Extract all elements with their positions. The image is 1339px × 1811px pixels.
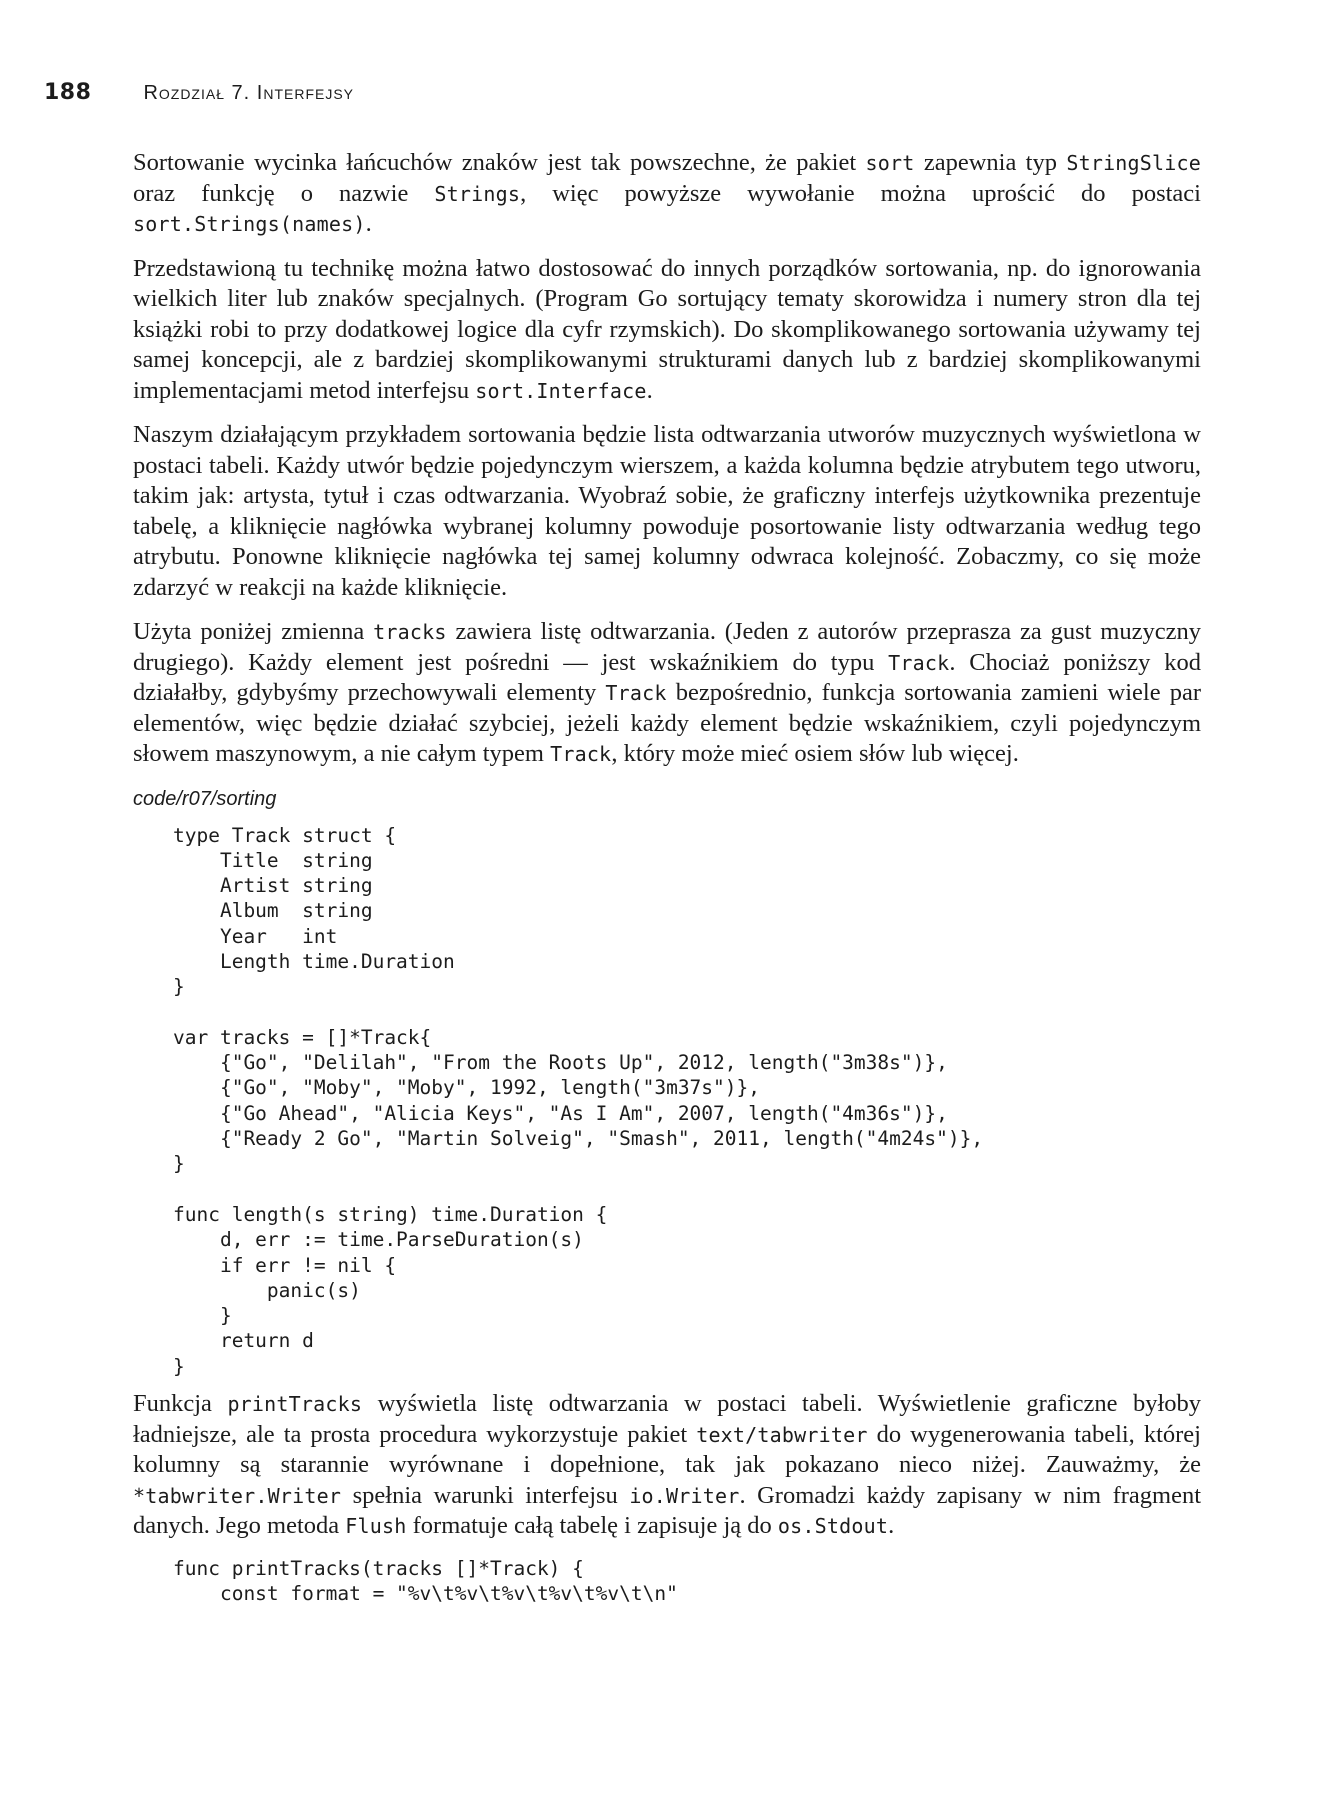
text-span: zawiera listę odtwarzania. (Jeden z autorów przeprasza za gust muzyczny drugiego). Każdy element jest pośredni — jest wskaźnikiem do typu [133, 618, 1201, 676]
inline-code: *tabwriter.Writer [133, 1483, 342, 1508]
text-span: wyświetla listę odtwarzania w postaci tabeli. Wyświetlenie graficzne byłoby ładniejsze, ale ta prosta procedura wykorzystuje pakiet [133, 1390, 1202, 1448]
inline-code: sort [865, 151, 915, 175]
inline-code: sort.Interface [475, 378, 647, 403]
text-span: Użyta poniżej zmienna [133, 618, 374, 645]
inline-code: text/tabwriter [696, 1422, 868, 1447]
code-path-label: code/r07/sorting [133, 787, 277, 810]
inline-code: io.Writer [629, 1483, 740, 1508]
text-span: oraz funkcję o nazwie [133, 179, 435, 207]
page-header [44, 80, 354, 104]
page-body [133, 148, 1201, 1616]
text-span: , więc powyższe wywołanie można uprościć do postaci [520, 179, 1201, 207]
text-span: Sortowanie wycinka łańcuchów znaków jest tak powszechne, że pakiet [133, 149, 866, 176]
text-span: bezpośrednio, funkcja sortowania zamieni wiele par elementów, więc będzie działać szybciej, jeżeli każdy element będzie wskaźnikiem, czyli pojedynczym słowem maszynowym, a nie całym typem [133, 679, 1202, 767]
inline-code: Track [550, 742, 612, 766]
text-span: Funkcja [133, 1390, 228, 1418]
inline-code: Flush [345, 1514, 407, 1539]
inline-code: printTracks [227, 1392, 363, 1417]
inline-code: os.Stdout [777, 1514, 889, 1539]
inline-code: sort.Strings(names) [133, 212, 366, 236]
text-span: do wygenerowania tabeli, której kolumny są starannie wyrównane i dopełnione, tak jak pokazano nieco niżej. Zauważmy, że [133, 1420, 1201, 1479]
text-span: spełnia warunki interfejsu [341, 1481, 630, 1509]
text-span: Naszym działającym przykładem sortowania będzie lista odtwarzania utworów muzycznych wyświetlona w postaci tabeli. Każdy utwór będzie pojedynczym wierszem, a każda kolumna będzie atrybutem tego utworu, takim jak: artysta, tytuł i czas odtwarzania. Wyobraź sobie, że graficzny interfejs użytkownika prezentuje tabelę, a kliknięcie nagłówka wybranej kolumny powoduje posortowanie listy odtwarzania według tego atrybutu. Ponowne kliknięcie nagłówka tej samej kolumny odwraca kolejność. Zobaczmy, co się może zdarzyć w reakcji na każde kliknięcie. [133, 421, 1201, 601]
running-head: Rozdział 7. Interfejsy [143, 82, 355, 104]
page-number: 188 [44, 80, 92, 105]
code-listing-printtracks: func printTracks(tracks []*Track) { const format = "%v\t%v\t%v\t%v\t%v\t\n" [173, 1556, 678, 1605]
paragraph-4 [133, 617, 1201, 770]
paragraph-3 [133, 420, 1201, 603]
text-span: Przedstawioną tu technikę można łatwo dostosować do innych porządków sortowania, np. do ignorowania wielkich liter lub znaków specjalnych. (Program Go sortujący tematy skorowidza i numery stron dla tej książki robi to przy dodatkowej logice dla cyfr rzymskich). Do skomplikowanego sortowania używamy tej samej koncepcji, ale z bardziej skomplikowanymi strukturami danych lub z bardziej skomplikowanymi implementacjami metod interfejsu [133, 254, 1201, 404]
text-span: formatuje całą tabelę i zapisuje ją do [406, 1512, 778, 1540]
text-span: . Gromadzi każdy zapisany w nim fragment danych. Jego metoda [133, 1481, 1202, 1540]
text-span: zapewnia typ [914, 149, 1067, 176]
text-span: . [365, 210, 372, 237]
text-span: , który może mieć osiem słów lub więcej. [611, 740, 1019, 767]
inline-code: Track [605, 681, 667, 705]
paragraph-2 [133, 254, 1201, 407]
inline-code: tracks [373, 620, 447, 644]
inline-code: StringSlice [1066, 151, 1201, 175]
code-listing-tracks: type Track struct { Title string Artist string Album string Year int Length time.Duration } var tracks = []*Track{ {"Go", "Delilah", "From the Roots Up", 2012, length("3m38s")}, {"Go", "Moby", "Moby", 1992, length("3m37s")}, {"Go Ahead", "Alicia Keys", "As I Am", 2007, length("4m36s")}, {"Ready 2 Go", "Martin Solveig", "Smash", 2011, length("4m24s")}, } func length(s string) time.Duration { d, err := time.ParseDuration(s) if err != nil { panic(s) } return d } [173, 823, 984, 1378]
inline-code: Strings [434, 181, 521, 206]
paragraph-1 [133, 148, 1201, 240]
paragraph-5 [133, 1389, 1201, 1542]
text-span: . [646, 376, 653, 404]
text-span: . Chociaż poniższy kod działałby, gdybyśmy przechowywali elementy [133, 648, 1201, 706]
text-span: . [888, 1512, 895, 1540]
inline-code: Track [888, 650, 950, 675]
